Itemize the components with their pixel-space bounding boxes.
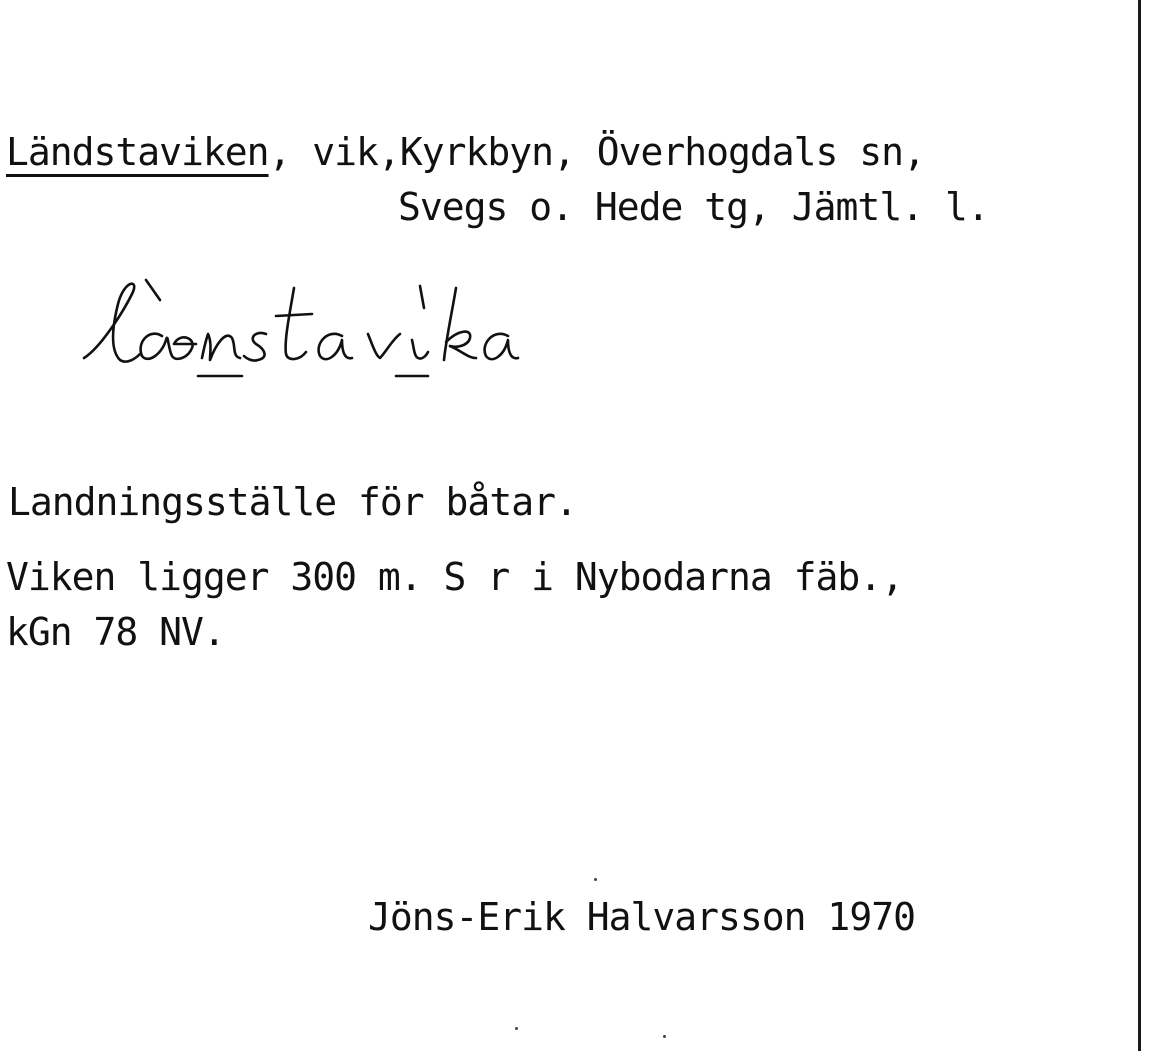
collector-signature: Jöns-Erik Halvarsson 1970 <box>368 895 915 939</box>
location-line: Viken ligger 300 m. S r i Nybodarna fäb., <box>6 555 903 599</box>
headword: Ländstaviken <box>6 130 269 174</box>
paper-speck <box>594 878 597 881</box>
handwritten-phonetic <box>80 268 620 388</box>
description-line: Landningsställe för båtar. <box>8 480 577 524</box>
header-admin-line: Svegs o. Hede tg, Jämtl. l. <box>398 185 989 229</box>
paper-speck <box>663 1035 666 1038</box>
card-edge-line <box>1138 0 1141 1051</box>
phonetic-transcription <box>80 268 620 388</box>
header-place: , vik,Kyrkbyn, Överhogdals sn, <box>268 130 925 174</box>
location-line-continued: kGn 78 NV. <box>6 610 225 654</box>
header-line <box>6 130 925 174</box>
paper-speck <box>515 1027 518 1030</box>
